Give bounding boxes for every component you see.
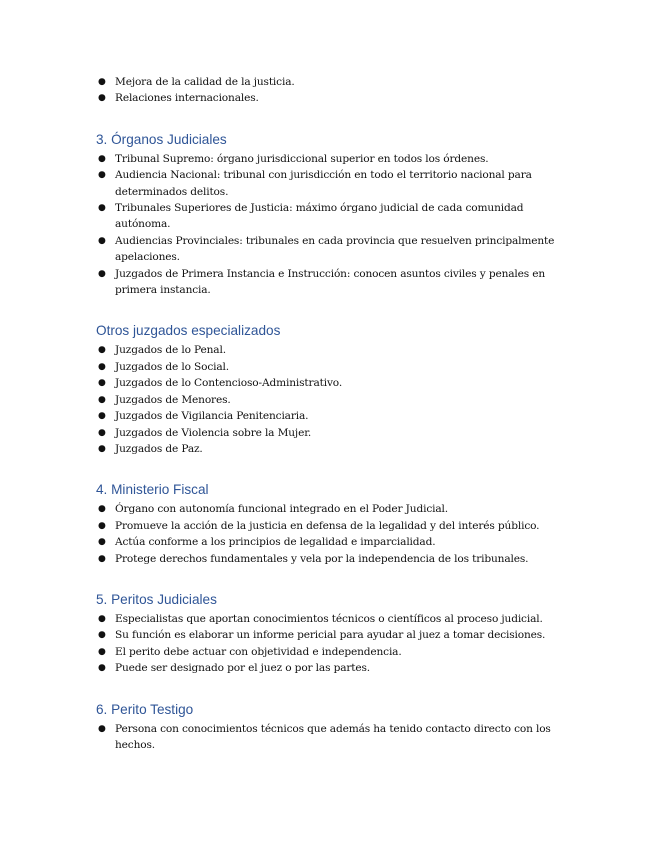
section-heading-organos-judiciales: 3. Órganos Judiciales [96,131,227,147]
bullet-icon: ● [98,378,106,389]
bullet-icon: ● [98,361,106,372]
bullet-icon: ● [98,443,106,454]
list-item: ● Órgano con autonomía funcional integrado en el Poder Judicial. [96,501,565,517]
bullet-icon: ● [98,394,106,405]
bullet-icon: ● [98,663,106,674]
list-item: ● Juzgados de Paz. [96,441,565,457]
section-heading-otros-juzgados: Otros juzgados especializados [96,323,281,339]
list-item: ● Especialistas que aportan conocimientos técnicos o científicos al proceso judicial. [96,611,565,627]
bullet-icon: ● [98,345,106,356]
list-item: ● Juzgados de lo Penal. [96,342,565,358]
bullet-icon: ● [98,235,106,246]
list-item: ● Audiencias Provinciales: tribunales en cada provincia que resuelven principalmente apelaciones. [98,234,555,264]
list-item: ● Juzgados de Violencia sobre la Mujer. [96,425,565,441]
bullet-icon: ● [98,153,106,164]
list-item: ● Juzgados de Menores. [96,392,565,408]
list-item: ● Juzgados de lo Contencioso-Administrativo. [96,375,565,391]
section-list-otros-juzgados [96,342,565,457]
list-item: ● El perito debe actuar con objetividad e independencia. [96,644,565,660]
list-item: ● Promueve la acción de la justicia en defensa de la legalidad y del interés público. [96,518,565,534]
list-item: ● Juzgados de Vigilancia Penitenciaria. [96,408,565,424]
bullet-icon: ● [98,77,106,87]
list-item: ● Relaciones internacionales. [96,90,565,106]
list-item: ● Juzgados de Primera Instancia e Instrucción: conocen asuntos civiles y penales en primera instancia. [98,267,546,297]
list-item: ● Persona con conocimientos técnicos que además ha tenido contacto directo con los hechos. [98,722,551,751]
section-list-organos-judiciales [96,151,565,299]
section-heading-ministerio-fiscal: 4. Ministerio Fiscal [96,482,209,498]
section-heading-peritos-judiciales: 5. Peritos Judiciales [96,591,217,607]
list-item: ● Puede ser designado por el juez o por las partes. [96,660,565,676]
bullet-icon: ● [98,553,106,564]
list-item: ● Protege derechos fundamentales y vela por la independencia de los tribunales. [96,551,565,567]
bullet-icon: ● [98,268,106,279]
section-heading-perito-testigo: 6. Perito Testigo [96,701,194,717]
bullet-icon: ● [98,646,106,657]
list-item: ● Audiencia Nacional: tribunal con jurisdicción en todo el territorio nacional para determinados delitos. [98,169,532,198]
section-list-perito-testigo [96,721,565,754]
list-item: ● Su función es elaborar un informe pericial para ayudar al juez a tomar decisiones. [96,627,565,643]
bullet-icon: ● [98,630,106,641]
section-list-ministerio-fiscal [96,501,565,567]
bullet-icon: ● [98,93,106,104]
bullet-icon: ● [98,723,106,734]
list-item: ● Mejora de la calidad de la justicia. [96,74,565,90]
bullet-icon: ● [98,613,106,624]
bullet-icon: ● [98,170,106,181]
bullet-icon: ● [98,427,106,438]
list-item: ● Actúa conforme a los principios de legalidad e imparcialidad. [96,534,565,550]
intro-list [96,74,565,107]
bullet-icon: ● [98,411,106,422]
bullet-icon: ● [98,537,106,548]
bullet-icon: ● [98,504,106,515]
list-item: ● Juzgados de lo Social. [96,359,565,375]
list-item: ● Tribunales Superiores de Justicia: máximo órgano judicial de cada comunidad autónoma. [98,202,524,231]
bullet-icon: ● [98,203,106,214]
section-list-peritos-judiciales [96,611,565,677]
bullet-icon: ● [98,520,106,531]
list-item: ● Tribunal Supremo: órgano jurisdiccional superior en todos los órdenes. [96,151,565,167]
